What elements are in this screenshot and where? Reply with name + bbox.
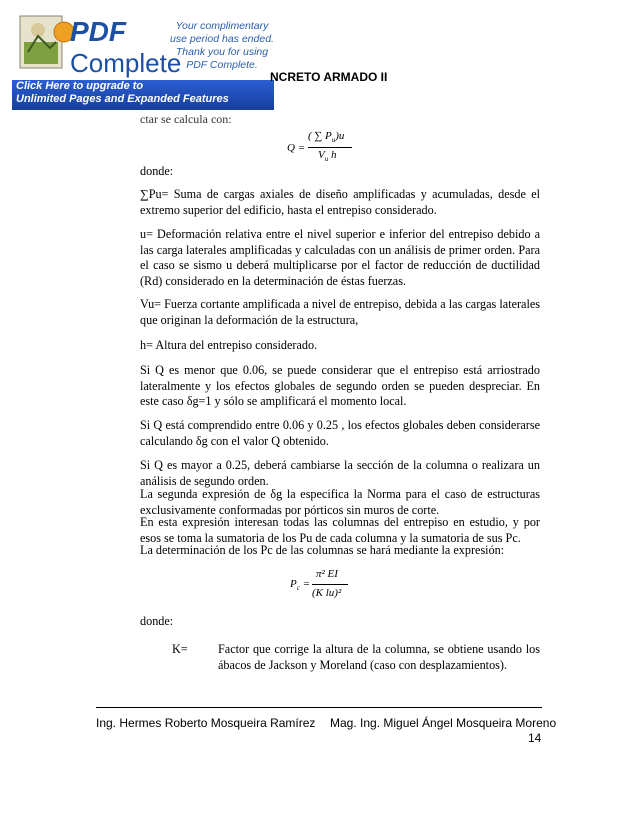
brand-pdf: PDF <box>70 16 126 47</box>
brand-complete: Complete <box>70 48 182 78</box>
paragraph-vu: Vu= Fuerza cortante amplificada a nivel de entrepiso, debida a las cargas laterales que originan la deformación de la estructura, <box>140 297 540 327</box>
footer-author-right: Mag. Ing. Miguel Ángel Mosqueira Moreno <box>330 716 557 730</box>
k-definition: Factor que corrige la altura de la columna, se obtiene usando los ábacos de Jackson y Moreland (caso con desplazamientos). <box>218 642 540 672</box>
page-header-title: NCRETO ARMADO II <box>270 70 388 84</box>
formula-pc-bar <box>312 584 348 585</box>
formula-q-denominator: $V_u$ h <box>318 149 337 164</box>
paragraph-h: h= Altura del entrepiso considerado. <box>140 338 318 352</box>
pdf-complete-banner[interactable] <box>12 6 276 108</box>
paragraph-pu: ∑Pu= Suma de cargas axiales de diseño amplificadas y acumuladas, desde el extremo superior del edificio, hasta el entrepiso considerado. <box>140 187 540 217</box>
formula-q-lhs: Q = <box>287 142 306 154</box>
formula-pc-numerator: π² EI <box>316 568 338 580</box>
paragraph-u: u= Deformación relativa entre el nivel superior e inferior del entrepiso debido a las carga laterales amplificadas y calculadas con un análisis de primer orden. Para el caso se sismo u deberá multiplicarse por el factor de reducción de ductilidad (Rd) considerado en la determinación de éstas fuerzas. <box>140 227 540 288</box>
paragraph-second: La segunda expresión de δg la especifica la Norma para el caso de estructuras exclusivamente conformadas por pórticos sin muros de corte. <box>140 487 540 517</box>
paragraph-q-high: Si Q es mayor a 0.25, deberá cambiarse la sección de la columna o realizara un análisis de segundo orden. <box>140 458 540 488</box>
donde-label-2: donde: <box>140 614 174 628</box>
paragraph-interest: En esta expresión interesan todas las columnas del entrepiso en estudio, y por esos se toma la sumatoria de los Pu de cada columna y la sumatoria de sus Pc. <box>140 515 540 545</box>
partial-text-line: ctar se calcula con: <box>140 112 232 126</box>
page-number: 14 <box>528 731 542 745</box>
upgrade-link[interactable] <box>12 80 274 110</box>
donde-label-1: donde: <box>140 164 174 178</box>
k-label: K= <box>172 642 188 656</box>
footer-author-left: Ing. Hermes Roberto Mosqueira Ramírez <box>96 716 316 730</box>
formula-pc-denominator: (K lu)² <box>312 587 342 599</box>
paragraph-q-low: Si Q es menor que 0.06, se puede considerar que el entrepiso está arriostrado lateralmente y los efectos globales de segundo orden se pueden despreciar. En este caso δg=1 y sólo se amplificará el momento local. <box>140 363 540 408</box>
paragraph-q-mid: Si Q está comprendido entre 0.06 y 0.25 , los efectos globales deben considerarse calculando δg con el valor Q obtenido. <box>140 418 540 448</box>
footer-divider <box>96 707 542 708</box>
formula-pc-lhs: $P_c$ = <box>290 578 311 593</box>
paragraph-pc: La determinación de los Pc de las columnas se hará mediante la expresión: <box>140 543 505 557</box>
formula-q-bar <box>308 147 352 148</box>
formula-q-numerator: ( ∑ $P_u)u$ <box>308 130 345 145</box>
banner-message: Your complimentary use period has ended. Thank you for using PDF Complete. <box>170 20 274 71</box>
upgrade-line-1: Click Here to upgrade to <box>16 80 144 92</box>
upgrade-line-2: Unlimited Pages and Expanded Features <box>16 93 229 105</box>
